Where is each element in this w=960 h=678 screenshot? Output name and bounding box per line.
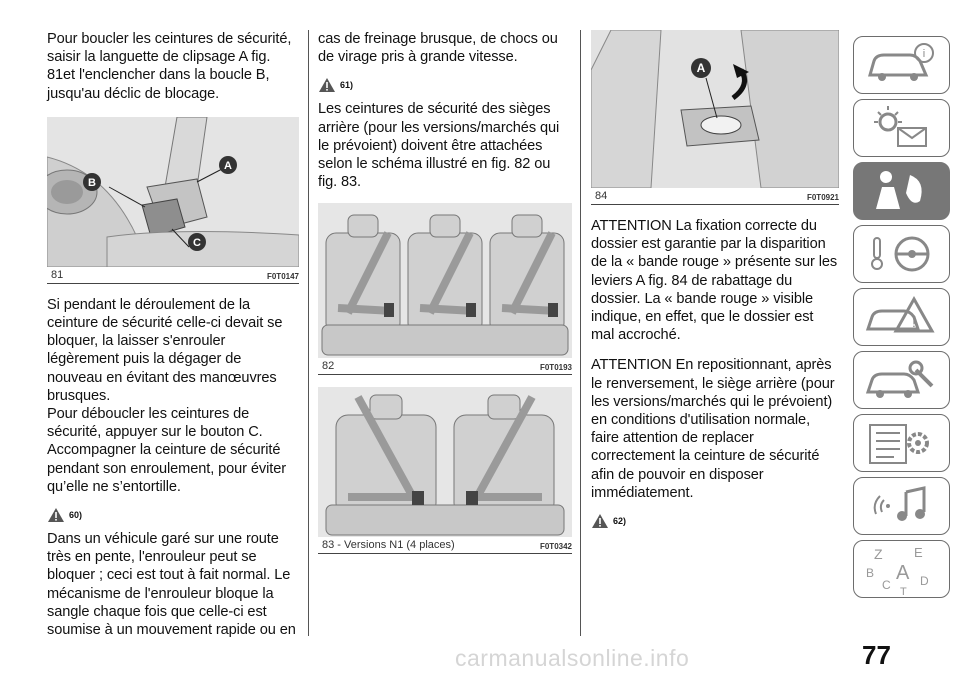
svg-text:D: D [920,574,929,588]
safety-icon [854,163,948,218]
warning-triangle-icon [591,513,609,529]
figure-number: 81 [51,268,64,281]
column-2 [318,30,572,566]
warning-triangle-icon [318,77,336,93]
chapter-tab-car-info[interactable] [853,36,950,94]
column-divider [580,30,581,636]
chapter-tab-emergency[interactable] [853,288,950,346]
svg-text:Z: Z [874,546,883,562]
paragraph: cas de freinage brusque, de chocs ou de virage pris à grande vitesse. [318,31,558,66]
figure-number: 82 [322,360,335,373]
starting-driving-icon [854,226,948,281]
paragraph: ATTENTION La fixation correcte du dossier est garantie par la disparition de la « bande rouge » présente sur les leviers A fig. 84 de rabattage du dossier. La « bande rouge » visible indique, en effet, que le dossier est mal accroché. [591,218,838,344]
watermark: carmanualsonline.info [455,645,690,671]
emergency-icon [854,289,948,344]
chapter-tab-maintenance[interactable] [853,351,950,409]
warning-reference [318,76,572,94]
figure-82 [318,203,572,375]
column-divider [308,30,309,636]
technical-data-icon [854,415,948,470]
figure-reference: F0T0193 [539,363,572,373]
paragraph: ATTENTION En repositionnant, après le renversement, le siège arrière (pour les versions/marchés qui le prévoient) en conditions d'utilisation normale, faire attention de replacer correctement la ceinture de sécurité afin de pouvoir en disposer immédiatement. [591,357,835,501]
warning-lights-icon [854,100,948,155]
chapter-tab-technical-data[interactable] [853,414,950,472]
figure-83 [318,387,572,554]
paragraph: Les ceintures de sécurité des sièges arrière (pour les versions/marchés qui le prévoient) doivent être attachées selon le schéma illustré en fig. 82 ou fig. 83. [318,101,560,191]
car-info-icon [854,37,948,92]
figure-number: 84 [595,190,608,202]
seatbelt-buckle-illustration [47,117,299,267]
index-icon [854,541,948,596]
multimedia-icon [854,478,948,533]
paragraph: Si pendant le déroulement de la ceinture de sécurité celle-ci devait se bloquer, la laisser s'enrouler légèrement puis la dégager de nouveau en évitant des manœuvres brusques. [47,296,283,404]
figure-81 [47,117,299,284]
chapter-tab-warning-lights[interactable] [853,99,950,157]
warning-triangle-icon [47,507,65,523]
figure-84 [591,30,839,205]
figure-label-a: A [224,159,232,172]
figure-caption [591,188,839,205]
warning-reference [591,512,839,530]
figure-number: 83 - Versions N1 (4 places) [322,539,455,552]
page-number: 77 [862,640,891,670]
paragraph: Pour boucler les ceintures de sécurité, saisir la languette de clipsage A fig. 81et l'enclencher dans la boucle B, jusqu'au déclic de blocage. [47,31,292,102]
warning-code: 61) [340,80,354,91]
chapter-tab-safety[interactable] [853,162,950,220]
warning-code: 60) [69,510,83,521]
chapter-tab-starting-driving[interactable] [853,225,950,283]
two-rear-seatbelts-illustration [318,387,572,537]
three-rear-seatbelts-illustration [318,203,572,358]
figure-label-a: A [696,61,706,75]
svg-text:C: C [882,578,891,592]
column-3 [591,30,839,536]
figure-reference: F0T0921 [806,193,839,202]
figure-reference: F0T0147 [266,271,299,281]
svg-text:T: T [900,586,907,596]
column-1 [47,30,299,639]
svg-text:!: ! [912,314,916,330]
figure-label-c: C [193,236,201,249]
warning-code: 62) [613,516,627,527]
chapter-tab-index[interactable] [853,540,950,598]
chapter-tabs [853,36,952,603]
maintenance-icon [854,352,948,407]
svg-text:A: A [896,562,910,584]
figure-caption [47,267,299,284]
seat-lever-illustration [591,30,839,188]
svg-text:E: E [914,545,923,560]
paragraph: Pour déboucler les ceintures de sécurité, appuyer sur le bouton C. Accompagner la ceinture de sécurité pendant son enroulement, pour éviter qu’elle ne s’entortille. [47,406,286,495]
chapter-tab-multimedia[interactable] [853,477,950,535]
figure-label-b: B [88,176,96,189]
figure-caption [318,358,572,375]
paragraph: Dans un véhicule garé sur une route très en pente, l'enrouleur peut se bloquer ; ceci est tout à fait normal. Le mécanisme de l'enrouleur bloque la sangle chaque fois que celle-ci est soumise à un mouvement rapide ou en [47,531,296,639]
warning-reference [47,506,299,524]
figure-caption [318,537,572,554]
svg-text:i: i [922,48,926,60]
figure-reference: F0T0342 [539,542,572,552]
svg-text:B: B [866,566,875,580]
